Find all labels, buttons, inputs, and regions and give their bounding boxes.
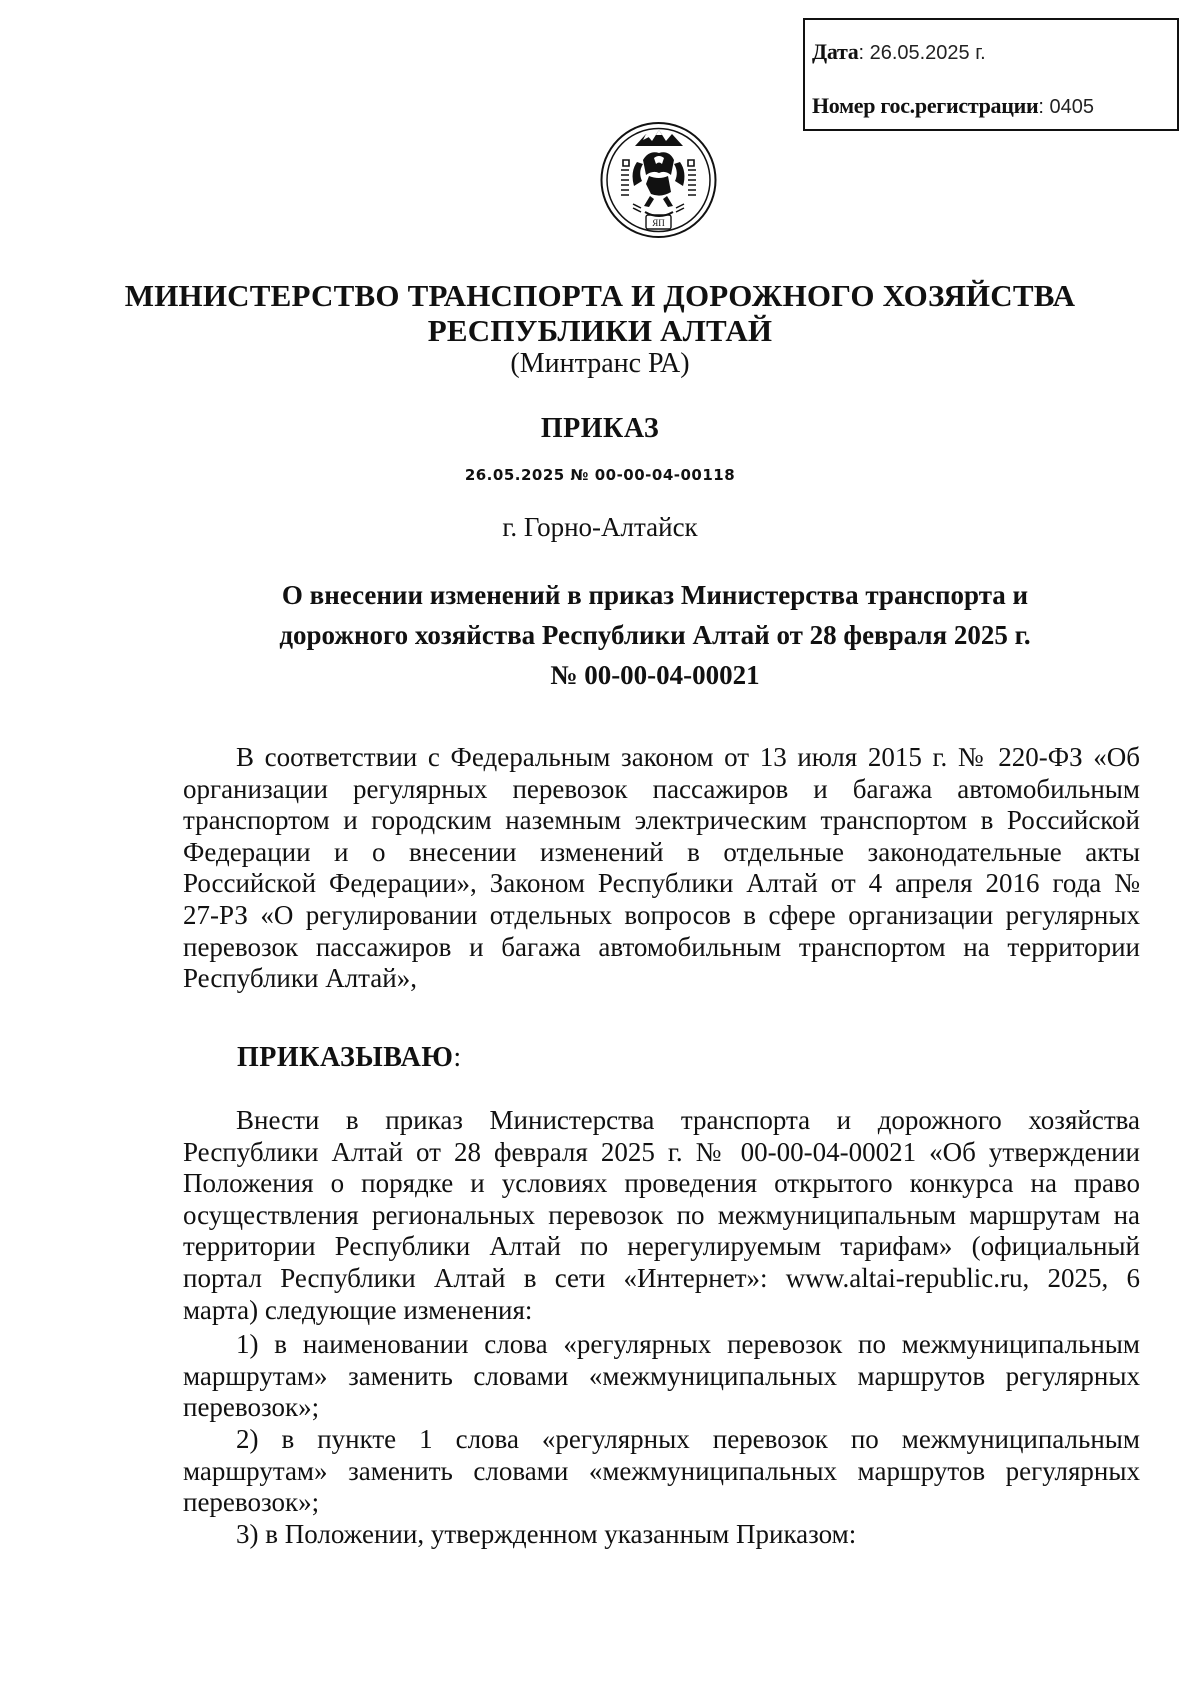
text-line: Республики Алтай», xyxy=(183,963,417,994)
registration-number-label: Номер гос.регистрации xyxy=(812,93,1039,118)
registration-date-value: : 26.05.2025 г. xyxy=(858,42,986,64)
text-line: Республики Алтай от 28 февраля 2025 г. № 00-00-04-00021 «Об утверждении xyxy=(183,1136,1140,1167)
amendment-item-2 xyxy=(183,1424,1140,1519)
text-line: Внести в приказ Министерства транспорта и дорожного хозяйства xyxy=(236,1105,1140,1135)
registration-date-label: Дата xyxy=(812,39,859,64)
text-line: перевозок»; xyxy=(183,1392,320,1423)
text-line: В соответствии с Федеральным законом от 13 июля 2015 г. № 220-ФЗ «Об xyxy=(236,742,1140,772)
document-city: г. Горно-Алтайск xyxy=(502,512,698,542)
document-date-number: 26.05.2025 № 00-00-04-00118 xyxy=(464,466,736,484)
text-line: портал Республики Алтай в сети «Интернет»: www.altai-republic.ru, 2025, 6 xyxy=(183,1262,1140,1293)
text-line: транспортом и городским наземным электрическим транспортом в Российской xyxy=(183,805,1140,836)
text-line: марта) следующие изменения: xyxy=(183,1294,533,1325)
legal-basis-paragraph xyxy=(183,742,1140,995)
text-line: маршрутам» заменить словами «межмуниципальных маршрутов регулярных xyxy=(183,1360,1140,1391)
subject-line: № 00-00-04-00021 xyxy=(550,660,760,690)
amendment-item-1 xyxy=(183,1329,1140,1424)
registration-date xyxy=(812,38,1177,67)
ministry-name-line1: МИНИСТЕРСТВО ТРАНСПОРТА И ДОРОЖНОГО ХОЗЯЙСТВА xyxy=(124,278,1076,313)
registration-number-value: : 0405 xyxy=(1038,96,1094,118)
order-word: ПРИКАЗЫВАЮ xyxy=(237,1042,454,1073)
text-line: осуществления региональных перевозок по межмуниципальным маршрутам на xyxy=(183,1199,1140,1230)
registration-number xyxy=(812,92,1177,121)
altai-coat-of-arms-icon xyxy=(599,120,718,240)
ministry-abbreviation: (Минтранс РА) xyxy=(510,348,690,379)
document-subject xyxy=(240,575,1070,695)
document-type: ПРИКАЗ xyxy=(540,413,660,444)
text-line: 2) в пункте 1 слова «регулярных перевозок по межмуниципальным xyxy=(236,1424,1140,1454)
text-line: 1) в наименовании слова «регулярных перевозок по межмуниципальным xyxy=(236,1329,1140,1359)
text-line: 3) в Положении, утвержденном указанным Приказом: xyxy=(236,1519,857,1549)
text-line: Положения о порядке и условиях проведения открытого конкурса на право xyxy=(183,1168,1140,1199)
amendment-item-3 xyxy=(183,1519,1140,1551)
subject-line: дорожного хозяйства Республики Алтай от 28 февраля 2025 г. xyxy=(279,620,1031,650)
text-line: перевозок пассажиров и багажа автомобильным транспортом на территории xyxy=(183,931,1140,962)
text-line: Российской Федерации», Законом Республики Алтай от 4 апреля 2016 года № xyxy=(183,868,1140,899)
order-directive xyxy=(237,1042,1194,1074)
text-line: Федерации и о внесении изменений в отдельные законодательные акты xyxy=(183,836,1140,867)
subject-line: О внесении изменений в приказ Министерства транспорта и xyxy=(281,580,1029,610)
text-line: маршрутам» заменить словами «межмуниципальных маршрутов регулярных xyxy=(183,1455,1140,1486)
ministry-name-line2: РЕСПУБЛИКИ АЛТАЙ xyxy=(427,313,773,348)
text-line: организации регулярных перевозок пассажиров и багажа автомобильным xyxy=(183,773,1140,804)
text-line: 27-РЗ «О регулировании отдельных вопросов в сфере организации регулярных xyxy=(183,899,1140,930)
order-colon: : xyxy=(453,1042,462,1073)
registration-stamp xyxy=(803,18,1179,131)
main-paragraph xyxy=(183,1105,1140,1326)
text-line: перевозок»; xyxy=(183,1487,320,1518)
text-line: территории Республики Алтай по нерегулируемым тарифам» (официальный xyxy=(183,1231,1140,1262)
emblem-text: ЯП xyxy=(652,218,665,228)
